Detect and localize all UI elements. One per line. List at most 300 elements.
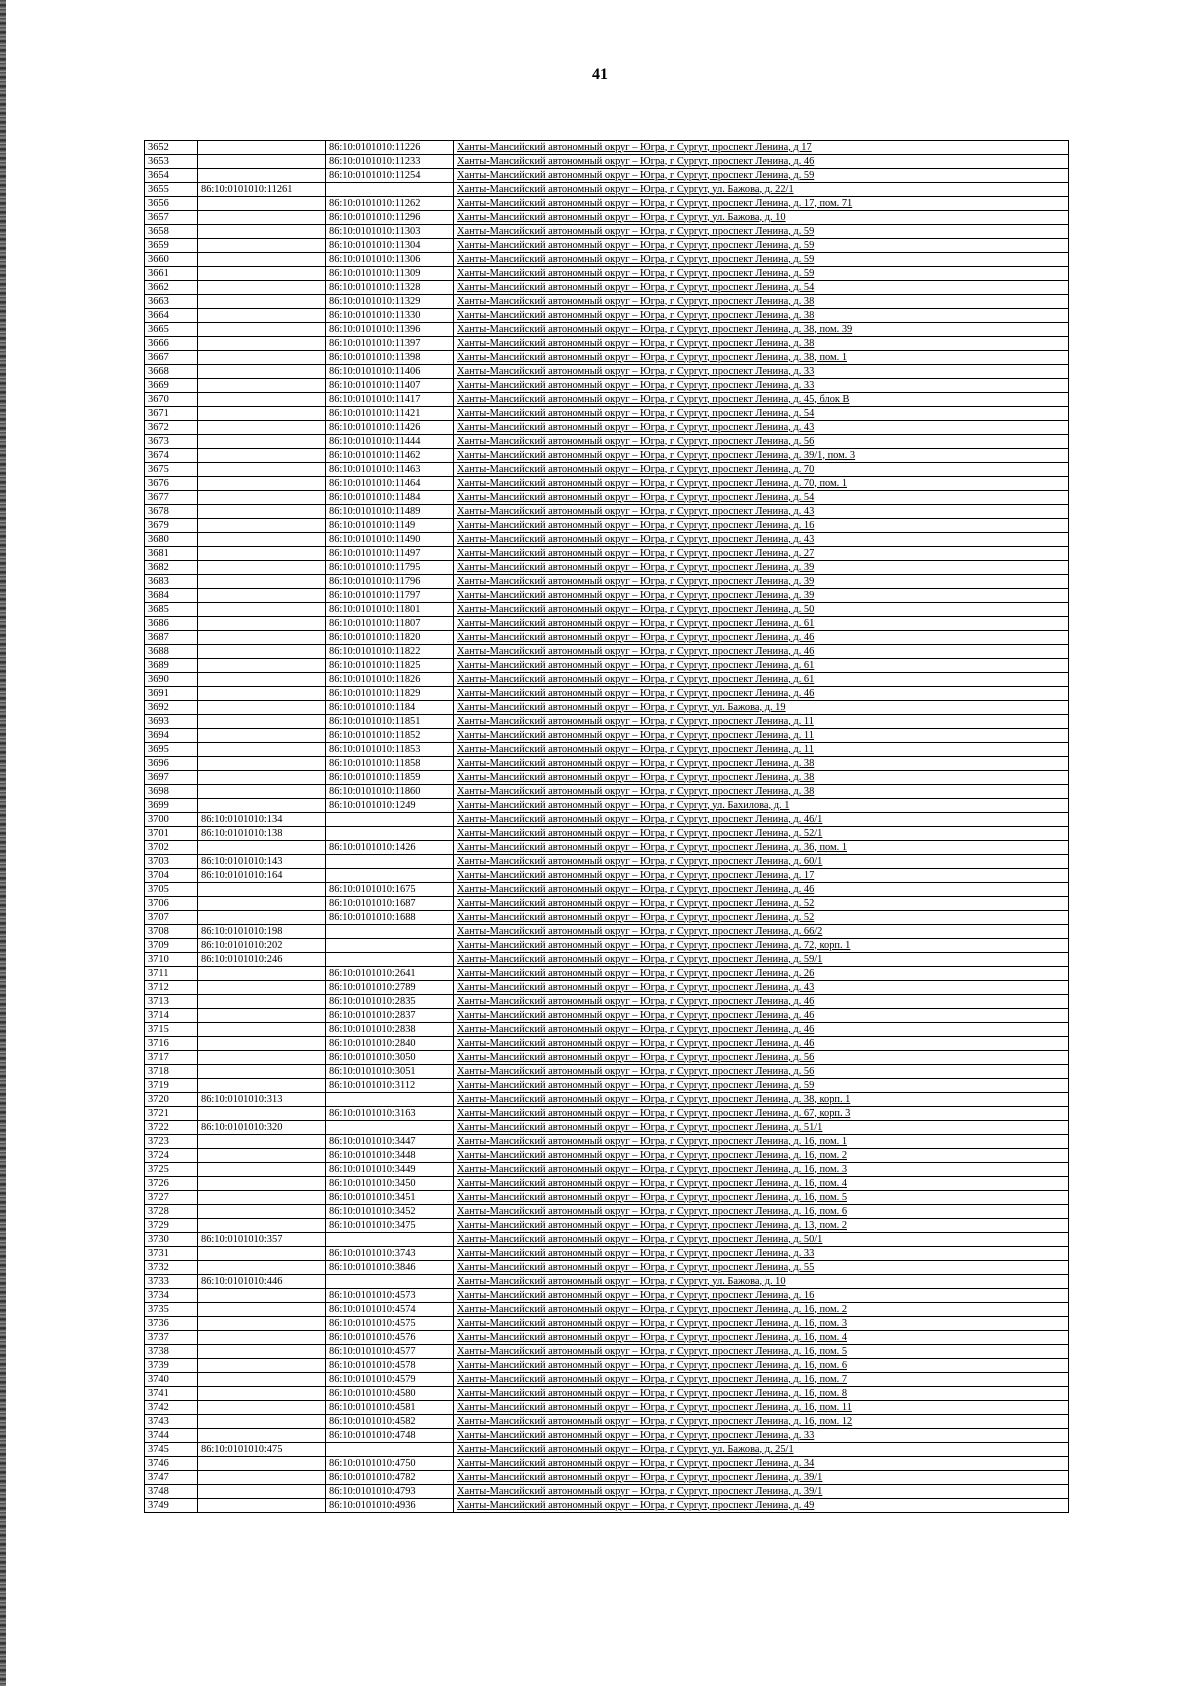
land-parcel-cadastral-cell: 86:10:0101010:313 — [198, 1093, 326, 1107]
land-parcel-cadastral-cell — [198, 743, 326, 757]
row-number-cell: 3695 — [145, 743, 198, 757]
table-row — [145, 687, 1069, 701]
table-row — [145, 505, 1069, 519]
object-cadastral-cell: 86:10:0101010:11330 — [326, 309, 454, 323]
address-cell: Ханты-Мансийский автономный округ – Югра, г Сургут, проспект Ленина, д. 16, пом. 2 — [454, 1303, 1069, 1317]
row-number-cell: 3720 — [145, 1093, 198, 1107]
object-cadastral-cell: 86:10:0101010:11262 — [326, 197, 454, 211]
land-parcel-cadastral-cell — [198, 197, 326, 211]
address-cell: Ханты-Мансийский автономный округ – Югра, г Сургут, проспект Ленина, д. 33 — [454, 365, 1069, 379]
address-cell: Ханты-Мансийский автономный округ – Югра, г Сургут, проспект Ленина, д. 46 — [454, 1009, 1069, 1023]
object-cadastral-cell — [326, 813, 454, 827]
address-cell: Ханты-Мансийский автономный округ – Югра, г Сургут, проспект Ленина, д. 39 — [454, 575, 1069, 589]
land-parcel-cadastral-cell — [198, 589, 326, 603]
row-number-cell: 3687 — [145, 631, 198, 645]
land-parcel-cadastral-cell — [198, 1387, 326, 1401]
object-cadastral-cell: 86:10:0101010:1687 — [326, 897, 454, 911]
address-cell: Ханты-Мансийский автономный округ – Югра, г Сургут, проспект Ленина, д. 17 — [454, 869, 1069, 883]
object-cadastral-cell — [326, 827, 454, 841]
row-number-cell: 3699 — [145, 799, 198, 813]
land-parcel-cadastral-cell — [198, 995, 326, 1009]
address-cell: Ханты-Мансийский автономный округ – Югра, г Сургут, проспект Ленина, д. 67, корп. 3 — [454, 1107, 1069, 1121]
table-row — [145, 281, 1069, 295]
land-parcel-cadastral-cell — [198, 757, 326, 771]
table-row — [145, 1331, 1069, 1345]
address-cell: Ханты-Мансийский автономный округ – Югра, г Сургут, проспект Ленина, д. 50 — [454, 603, 1069, 617]
land-parcel-cadastral-cell — [198, 519, 326, 533]
object-cadastral-cell: 86:10:0101010:11397 — [326, 337, 454, 351]
row-number-cell: 3706 — [145, 897, 198, 911]
object-cadastral-cell: 86:10:0101010:1675 — [326, 883, 454, 897]
table-row — [145, 841, 1069, 855]
table-row — [145, 771, 1069, 785]
land-parcel-cadastral-cell — [198, 981, 326, 995]
table-row — [145, 1177, 1069, 1191]
land-parcel-cadastral-cell: 86:10:0101010:198 — [198, 925, 326, 939]
row-number-cell: 3738 — [145, 1345, 198, 1359]
table-row — [145, 477, 1069, 491]
object-cadastral-cell: 86:10:0101010:4575 — [326, 1317, 454, 1331]
land-parcel-cadastral-cell — [198, 421, 326, 435]
object-cadastral-cell — [326, 1121, 454, 1135]
row-number-cell: 3732 — [145, 1261, 198, 1275]
land-parcel-cadastral-cell: 86:10:0101010:202 — [198, 939, 326, 953]
land-parcel-cadastral-cell — [198, 1079, 326, 1093]
address-cell: Ханты-Мансийский автономный округ – Югра, г Сургут, проспект Ленина, д. 61 — [454, 673, 1069, 687]
land-parcel-cadastral-cell — [198, 659, 326, 673]
object-cadastral-cell: 86:10:0101010:11490 — [326, 533, 454, 547]
row-number-cell: 3659 — [145, 239, 198, 253]
land-parcel-cadastral-cell — [198, 575, 326, 589]
table-row — [145, 295, 1069, 309]
object-cadastral-cell: 86:10:0101010:3450 — [326, 1177, 454, 1191]
object-cadastral-cell: 86:10:0101010:11851 — [326, 715, 454, 729]
land-parcel-cadastral-cell — [198, 211, 326, 225]
land-parcel-cadastral-cell — [198, 1317, 326, 1331]
row-number-cell: 3685 — [145, 603, 198, 617]
address-cell: Ханты-Мансийский автономный округ – Югра, г Сургут, проспект Ленина, д. 61 — [454, 659, 1069, 673]
row-number-cell: 3729 — [145, 1219, 198, 1233]
row-number-cell: 3715 — [145, 1023, 198, 1037]
object-cadastral-cell: 86:10:0101010:4748 — [326, 1429, 454, 1443]
row-number-cell: 3693 — [145, 715, 198, 729]
address-cell: Ханты-Мансийский автономный округ – Югра, г Сургут, проспект Ленина, д. 46 — [454, 995, 1069, 1009]
object-cadastral-cell: 86:10:0101010:11797 — [326, 589, 454, 603]
land-parcel-cadastral-cell — [198, 1205, 326, 1219]
row-number-cell: 3744 — [145, 1429, 198, 1443]
row-number-cell: 3697 — [145, 771, 198, 785]
land-parcel-cadastral-cell — [198, 449, 326, 463]
row-number-cell: 3675 — [145, 463, 198, 477]
table-row — [145, 715, 1069, 729]
row-number-cell: 3673 — [145, 435, 198, 449]
row-number-cell: 3683 — [145, 575, 198, 589]
land-parcel-cadastral-cell — [198, 1023, 326, 1037]
table-row — [145, 1163, 1069, 1177]
land-parcel-cadastral-cell — [198, 1261, 326, 1275]
address-cell: Ханты-Мансийский автономный округ – Югра, г Сургут, проспект Ленина, д. 51/1 — [454, 1121, 1069, 1135]
land-parcel-cadastral-cell — [198, 379, 326, 393]
object-cadastral-cell: 86:10:0101010:11807 — [326, 617, 454, 631]
row-number-cell: 3722 — [145, 1121, 198, 1135]
address-cell: Ханты-Мансийский автономный округ – Югра, г Сургут, проспект Ленина, д. 46 — [454, 1037, 1069, 1051]
land-parcel-cadastral-cell — [198, 1037, 326, 1051]
table-row — [145, 1471, 1069, 1485]
table-row — [145, 827, 1069, 841]
table-row — [145, 1135, 1069, 1149]
object-cadastral-cell: 86:10:0101010:11801 — [326, 603, 454, 617]
land-parcel-cadastral-cell — [198, 1247, 326, 1261]
address-cell: Ханты-Мансийский автономный округ – Югра, г Сургут, проспект Ленина, д. 50/1 — [454, 1233, 1069, 1247]
row-number-cell: 3676 — [145, 477, 198, 491]
object-cadastral-cell: 86:10:0101010:11328 — [326, 281, 454, 295]
object-cadastral-cell: 86:10:0101010:2789 — [326, 981, 454, 995]
table-row — [145, 1205, 1069, 1219]
address-cell: Ханты-Мансийский автономный округ – Югра, г Сургут, проспект Ленина, д. 16, пом. 3 — [454, 1317, 1069, 1331]
object-cadastral-cell: 86:10:0101010:11254 — [326, 169, 454, 183]
row-number-cell: 3703 — [145, 855, 198, 869]
row-number-cell: 3681 — [145, 547, 198, 561]
table-row — [145, 1415, 1069, 1429]
table-row — [145, 463, 1069, 477]
row-number-cell: 3739 — [145, 1359, 198, 1373]
address-cell: Ханты-Мансийский автономный округ – Югра, г Сургут, проспект Ленина, д. 70 — [454, 463, 1069, 477]
land-parcel-cadastral-cell — [198, 729, 326, 743]
object-cadastral-cell: 86:10:0101010:1184 — [326, 701, 454, 715]
land-parcel-cadastral-cell — [198, 1303, 326, 1317]
table-row — [145, 645, 1069, 659]
address-cell: Ханты-Мансийский автономный округ – Югра, г Сургут, ул. Бажова, д. 25/1 — [454, 1443, 1069, 1457]
table-row — [145, 813, 1069, 827]
address-cell: Ханты-Мансийский автономный округ – Югра, г Сургут, проспект Ленина, д. 54 — [454, 281, 1069, 295]
row-number-cell: 3748 — [145, 1485, 198, 1499]
table-row — [145, 337, 1069, 351]
row-number-cell: 3704 — [145, 869, 198, 883]
table-row — [145, 533, 1069, 547]
land-parcel-cadastral-cell: 86:10:0101010:446 — [198, 1275, 326, 1289]
land-parcel-cadastral-cell — [198, 337, 326, 351]
address-cell: Ханты-Мансийский автономный округ – Югра, г Сургут, проспект Ленина, д. 16, пом. 7 — [454, 1373, 1069, 1387]
land-parcel-cadastral-cell — [198, 141, 326, 155]
object-cadastral-cell: 86:10:0101010:11462 — [326, 449, 454, 463]
address-cell: Ханты-Мансийский автономный округ – Югра, г Сургут, проспект Ленина, д. 16, пом. 12 — [454, 1415, 1069, 1429]
row-number-cell: 3677 — [145, 491, 198, 505]
row-number-cell: 3654 — [145, 169, 198, 183]
address-cell: Ханты-Мансийский автономный округ – Югра, г Сургут, проспект Ленина, д. 46 — [454, 1023, 1069, 1037]
object-cadastral-cell: 86:10:0101010:11233 — [326, 155, 454, 169]
object-cadastral-cell: 86:10:0101010:11484 — [326, 491, 454, 505]
row-number-cell: 3714 — [145, 1009, 198, 1023]
row-number-cell: 3679 — [145, 519, 198, 533]
object-cadastral-cell: 86:10:0101010:11825 — [326, 659, 454, 673]
table-row — [145, 1373, 1069, 1387]
address-cell: Ханты-Мансийский автономный округ – Югра, г Сургут, проспект Ленина, д. 39/1, пом. 3 — [454, 449, 1069, 463]
address-cell: Ханты-Мансийский автономный округ – Югра, г Сургут, проспект Ленина, д. 39/1 — [454, 1485, 1069, 1499]
address-cell: Ханты-Мансийский автономный округ – Югра, г Сургут, проспект Ленина, д. 16, пом. 1 — [454, 1135, 1069, 1149]
land-parcel-cadastral-cell — [198, 1359, 326, 1373]
table-row — [145, 953, 1069, 967]
table-row — [145, 659, 1069, 673]
row-number-cell: 3747 — [145, 1471, 198, 1485]
land-parcel-cadastral-cell: 86:10:0101010:164 — [198, 869, 326, 883]
address-cell: Ханты-Мансийский автономный округ – Югра, г Сургут, проспект Ленина, д. 56 — [454, 435, 1069, 449]
row-number-cell: 3661 — [145, 267, 198, 281]
table-row — [145, 617, 1069, 631]
row-number-cell: 3688 — [145, 645, 198, 659]
land-parcel-cadastral-cell — [198, 1065, 326, 1079]
address-cell: Ханты-Мансийский автономный округ – Югра, г Сургут, проспект Ленина, д. 38 — [454, 295, 1069, 309]
table-row — [145, 155, 1069, 169]
row-number-cell: 3727 — [145, 1191, 198, 1205]
address-cell: Ханты-Мансийский автономный округ – Югра, г Сургут, проспект Ленина, д. 33 — [454, 379, 1069, 393]
row-number-cell: 3731 — [145, 1247, 198, 1261]
table-row — [145, 1387, 1069, 1401]
table-row — [145, 575, 1069, 589]
address-cell: Ханты-Мансийский автономный округ – Югра, г Сургут, проспект Ленина, д. 16 — [454, 1289, 1069, 1303]
object-cadastral-cell: 86:10:0101010:3743 — [326, 1247, 454, 1261]
land-parcel-cadastral-cell — [198, 1177, 326, 1191]
row-number-cell: 3678 — [145, 505, 198, 519]
address-cell: Ханты-Мансийский автономный округ – Югра, г Сургут, проспект Ленина, д. 16, пом. 4 — [454, 1331, 1069, 1345]
row-number-cell: 3745 — [145, 1443, 198, 1457]
address-cell: Ханты-Мансийский автономный округ – Югра, г Сургут, проспект Ленина, д. 38 — [454, 771, 1069, 785]
address-cell: Ханты-Мансийский автономный округ – Югра, г Сургут, проспект Ленина, д. 33 — [454, 1247, 1069, 1261]
row-number-cell: 3656 — [145, 197, 198, 211]
land-parcel-cadastral-cell — [198, 673, 326, 687]
address-cell: Ханты-Мансийский автономный округ – Югра, г Сургут, ул. Бажова, д. 10 — [454, 1275, 1069, 1289]
land-parcel-cadastral-cell — [198, 1163, 326, 1177]
object-cadastral-cell: 86:10:0101010:4573 — [326, 1289, 454, 1303]
row-number-cell: 3740 — [145, 1373, 198, 1387]
address-cell: Ханты-Мансийский автономный округ – Югра, г Сургут, проспект Ленина, д. 36, пом. 1 — [454, 841, 1069, 855]
row-number-cell: 3665 — [145, 323, 198, 337]
row-number-cell: 3689 — [145, 659, 198, 673]
address-cell: Ханты-Мансийский автономный округ – Югра, г Сургут, проспект Ленина, д. 55 — [454, 1261, 1069, 1275]
table-row — [145, 1023, 1069, 1037]
address-cell: Ханты-Мансийский автономный округ – Югра, г Сургут, проспект Ленина, д. 39 — [454, 561, 1069, 575]
row-number-cell: 3723 — [145, 1135, 198, 1149]
object-cadastral-cell: 86:10:0101010:1249 — [326, 799, 454, 813]
address-cell: Ханты-Мансийский автономный округ – Югра, г Сургут, проспект Ленина, д. 59 — [454, 169, 1069, 183]
object-cadastral-cell — [326, 953, 454, 967]
object-cadastral-cell — [326, 925, 454, 939]
address-cell: Ханты-Мансийский автономный округ – Югра, г Сургут, проспект Ленина, д. 59/1 — [454, 953, 1069, 967]
land-parcel-cadastral-cell — [198, 477, 326, 491]
address-cell: Ханты-Мансийский автономный округ – Югра, г Сургут, проспект Ленина, д. 52 — [454, 897, 1069, 911]
object-cadastral-cell — [326, 1093, 454, 1107]
land-parcel-cadastral-cell: 86:10:0101010:138 — [198, 827, 326, 841]
row-number-cell: 3742 — [145, 1401, 198, 1415]
row-number-cell: 3725 — [145, 1163, 198, 1177]
row-number-cell: 3672 — [145, 421, 198, 435]
object-cadastral-cell: 86:10:0101010:11407 — [326, 379, 454, 393]
table-row — [145, 519, 1069, 533]
row-number-cell: 3743 — [145, 1415, 198, 1429]
object-cadastral-cell: 86:10:0101010:11497 — [326, 547, 454, 561]
object-cadastral-cell: 86:10:0101010:4576 — [326, 1331, 454, 1345]
address-cell: Ханты-Мансийский автономный округ – Югра, г Сургут, проспект Ленина, д. 27 — [454, 547, 1069, 561]
object-cadastral-cell: 86:10:0101010:4580 — [326, 1387, 454, 1401]
row-number-cell: 3662 — [145, 281, 198, 295]
row-number-cell: 3702 — [145, 841, 198, 855]
page-number: 41 — [592, 66, 608, 83]
land-parcel-cadastral-cell: 86:10:0101010:475 — [198, 1443, 326, 1457]
row-number-cell: 3701 — [145, 827, 198, 841]
object-cadastral-cell: 86:10:0101010:11329 — [326, 295, 454, 309]
object-cadastral-cell: 86:10:0101010:11444 — [326, 435, 454, 449]
object-cadastral-cell: 86:10:0101010:3846 — [326, 1261, 454, 1275]
object-cadastral-cell — [326, 939, 454, 953]
row-number-cell: 3686 — [145, 617, 198, 631]
row-number-cell: 3734 — [145, 1289, 198, 1303]
table-row — [145, 701, 1069, 715]
object-cadastral-cell: 86:10:0101010:11860 — [326, 785, 454, 799]
address-cell: Ханты-Мансийский автономный округ – Югра, г Сургут, проспект Ленина, д. 39 — [454, 589, 1069, 603]
table-row — [145, 939, 1069, 953]
object-cadastral-cell: 86:10:0101010:11226 — [326, 141, 454, 155]
table-row — [145, 211, 1069, 225]
table-row — [145, 309, 1069, 323]
table-row — [145, 379, 1069, 393]
address-cell: Ханты-Мансийский автономный округ – Югра, г Сургут, проспект Ленина, д. 43 — [454, 421, 1069, 435]
object-cadastral-cell: 86:10:0101010:11829 — [326, 687, 454, 701]
object-cadastral-cell: 86:10:0101010:3449 — [326, 1163, 454, 1177]
object-cadastral-cell: 86:10:0101010:3050 — [326, 1051, 454, 1065]
table-row — [145, 1065, 1069, 1079]
land-parcel-cadastral-cell — [198, 897, 326, 911]
land-parcel-cadastral-cell — [198, 1331, 326, 1345]
object-cadastral-cell: 86:10:0101010:11795 — [326, 561, 454, 575]
address-cell: Ханты-Мансийский автономный округ – Югра, г Сургут, проспект Ленина, д. 56 — [454, 1065, 1069, 1079]
object-cadastral-cell — [326, 1233, 454, 1247]
object-cadastral-cell: 86:10:0101010:4582 — [326, 1415, 454, 1429]
row-number-cell: 3705 — [145, 883, 198, 897]
row-number-cell: 3736 — [145, 1317, 198, 1331]
address-cell: Ханты-Мансийский автономный округ – Югра, г Сургут, ул. Бахилова, д. 1 — [454, 799, 1069, 813]
address-cell: Ханты-Мансийский автономный округ – Югра, г Сургут, проспект Ленина, д. 59 — [454, 253, 1069, 267]
land-parcel-cadastral-cell — [198, 239, 326, 253]
address-cell: Ханты-Мансийский автономный округ – Югра, г Сургут, проспект Ленина, д. 56 — [454, 1051, 1069, 1065]
table-row — [145, 239, 1069, 253]
table-row — [145, 631, 1069, 645]
row-number-cell: 3674 — [145, 449, 198, 463]
address-cell: Ханты-Мансийский автономный округ – Югра, г Сургут, проспект Ленина, д. 70, пом. 1 — [454, 477, 1069, 491]
table-row — [145, 1359, 1069, 1373]
table-row — [145, 911, 1069, 925]
table-row — [145, 1107, 1069, 1121]
land-parcel-cadastral-cell — [198, 911, 326, 925]
address-cell: Ханты-Мансийский автономный округ – Югра, г Сургут, проспект Ленина, д. 16, пом. 4 — [454, 1177, 1069, 1191]
address-cell: Ханты-Мансийский автономный округ – Югра, г Сургут, проспект Ленина, д. 38 — [454, 337, 1069, 351]
table-row — [145, 365, 1069, 379]
object-cadastral-cell: 86:10:0101010:3051 — [326, 1065, 454, 1079]
object-cadastral-cell: 86:10:0101010:3475 — [326, 1219, 454, 1233]
row-number-cell: 3660 — [145, 253, 198, 267]
row-number-cell: 3700 — [145, 813, 198, 827]
land-parcel-cadastral-cell — [198, 1401, 326, 1415]
table-row — [145, 757, 1069, 771]
land-parcel-cadastral-cell — [198, 267, 326, 281]
object-cadastral-cell: 86:10:0101010:3112 — [326, 1079, 454, 1093]
object-cadastral-cell: 86:10:0101010:11306 — [326, 253, 454, 267]
address-cell: Ханты-Мансийский автономный округ – Югра, г Сургут, проспект Ленина, д. 46/1 — [454, 813, 1069, 827]
address-cell: Ханты-Мансийский автономный округ – Югра, г Сургут, ул. Бажова, д. 10 — [454, 211, 1069, 225]
object-cadastral-cell: 86:10:0101010:2835 — [326, 995, 454, 1009]
table-row — [145, 561, 1069, 575]
row-number-cell: 3653 — [145, 155, 198, 169]
table-row — [145, 883, 1069, 897]
table-row — [145, 141, 1069, 155]
object-cadastral-cell: 86:10:0101010:3448 — [326, 1149, 454, 1163]
address-cell: Ханты-Мансийский автономный округ – Югра, г Сургут, проспект Ленина, д. 72, корп. 1 — [454, 939, 1069, 953]
land-parcel-cadastral-cell — [198, 1345, 326, 1359]
address-cell: Ханты-Мансийский автономный округ – Югра, г Сургут, проспект Ленина, д. 16 — [454, 519, 1069, 533]
land-parcel-cadastral-cell — [198, 631, 326, 645]
address-cell: Ханты-Мансийский автономный округ – Югра, г Сургут, проспект Ленина, д 17 — [454, 141, 1069, 155]
table-row — [145, 673, 1069, 687]
table-row — [145, 1009, 1069, 1023]
row-number-cell: 3746 — [145, 1457, 198, 1471]
land-parcel-cadastral-cell — [198, 1457, 326, 1471]
table-row — [145, 267, 1069, 281]
table-row — [145, 855, 1069, 869]
address-cell: Ханты-Мансийский автономный округ – Югра, г Сургут, проспект Ленина, д. 46 — [454, 631, 1069, 645]
row-number-cell: 3670 — [145, 393, 198, 407]
row-number-cell: 3719 — [145, 1079, 198, 1093]
object-cadastral-cell: 86:10:0101010:4750 — [326, 1457, 454, 1471]
land-parcel-cadastral-cell: 86:10:0101010:246 — [198, 953, 326, 967]
object-cadastral-cell: 86:10:0101010:4574 — [326, 1303, 454, 1317]
row-number-cell: 3728 — [145, 1205, 198, 1219]
address-cell: Ханты-Мансийский автономный округ – Югра, г Сургут, проспект Ленина, д. 38, пом. 1 — [454, 351, 1069, 365]
object-cadastral-cell — [326, 1275, 454, 1289]
object-cadastral-cell: 86:10:0101010:4581 — [326, 1401, 454, 1415]
row-number-cell: 3735 — [145, 1303, 198, 1317]
row-number-cell: 3696 — [145, 757, 198, 771]
table-row — [145, 1345, 1069, 1359]
object-cadastral-cell: 86:10:0101010:3163 — [326, 1107, 454, 1121]
land-parcel-cadastral-cell — [198, 1499, 326, 1513]
object-cadastral-cell — [326, 1443, 454, 1457]
row-number-cell: 3730 — [145, 1233, 198, 1247]
row-number-cell: 3666 — [145, 337, 198, 351]
object-cadastral-cell: 86:10:0101010:2840 — [326, 1037, 454, 1051]
address-cell: Ханты-Мансийский автономный округ – Югра, г Сургут, проспект Ленина, д. 33 — [454, 1429, 1069, 1443]
row-number-cell: 3708 — [145, 925, 198, 939]
row-number-cell: 3698 — [145, 785, 198, 799]
table-row — [145, 1275, 1069, 1289]
land-parcel-cadastral-cell — [198, 323, 326, 337]
table-row — [145, 351, 1069, 365]
table-row — [145, 1457, 1069, 1471]
table-row — [145, 1443, 1069, 1457]
object-cadastral-cell: 86:10:0101010:2641 — [326, 967, 454, 981]
address-cell: Ханты-Мансийский автономный округ – Югра, г Сургут, проспект Ленина, д. 59 — [454, 239, 1069, 253]
land-parcel-cadastral-cell: 86:10:0101010:320 — [198, 1121, 326, 1135]
row-number-cell: 3658 — [145, 225, 198, 239]
row-number-cell: 3694 — [145, 729, 198, 743]
table-row — [145, 1191, 1069, 1205]
address-cell: Ханты-Мансийский автономный округ – Югра, г Сургут, ул. Бажова, д. 19 — [454, 701, 1069, 715]
table-row — [145, 225, 1069, 239]
object-cadastral-cell: 86:10:0101010:11417 — [326, 393, 454, 407]
address-cell: Ханты-Мансийский автономный округ – Югра, г Сургут, проспект Ленина, д. 39/1 — [454, 1471, 1069, 1485]
row-number-cell: 3737 — [145, 1331, 198, 1345]
table-row — [145, 1429, 1069, 1443]
land-parcel-cadastral-cell — [198, 253, 326, 267]
table-row — [145, 1079, 1069, 1093]
object-cadastral-cell: 86:10:0101010:1149 — [326, 519, 454, 533]
